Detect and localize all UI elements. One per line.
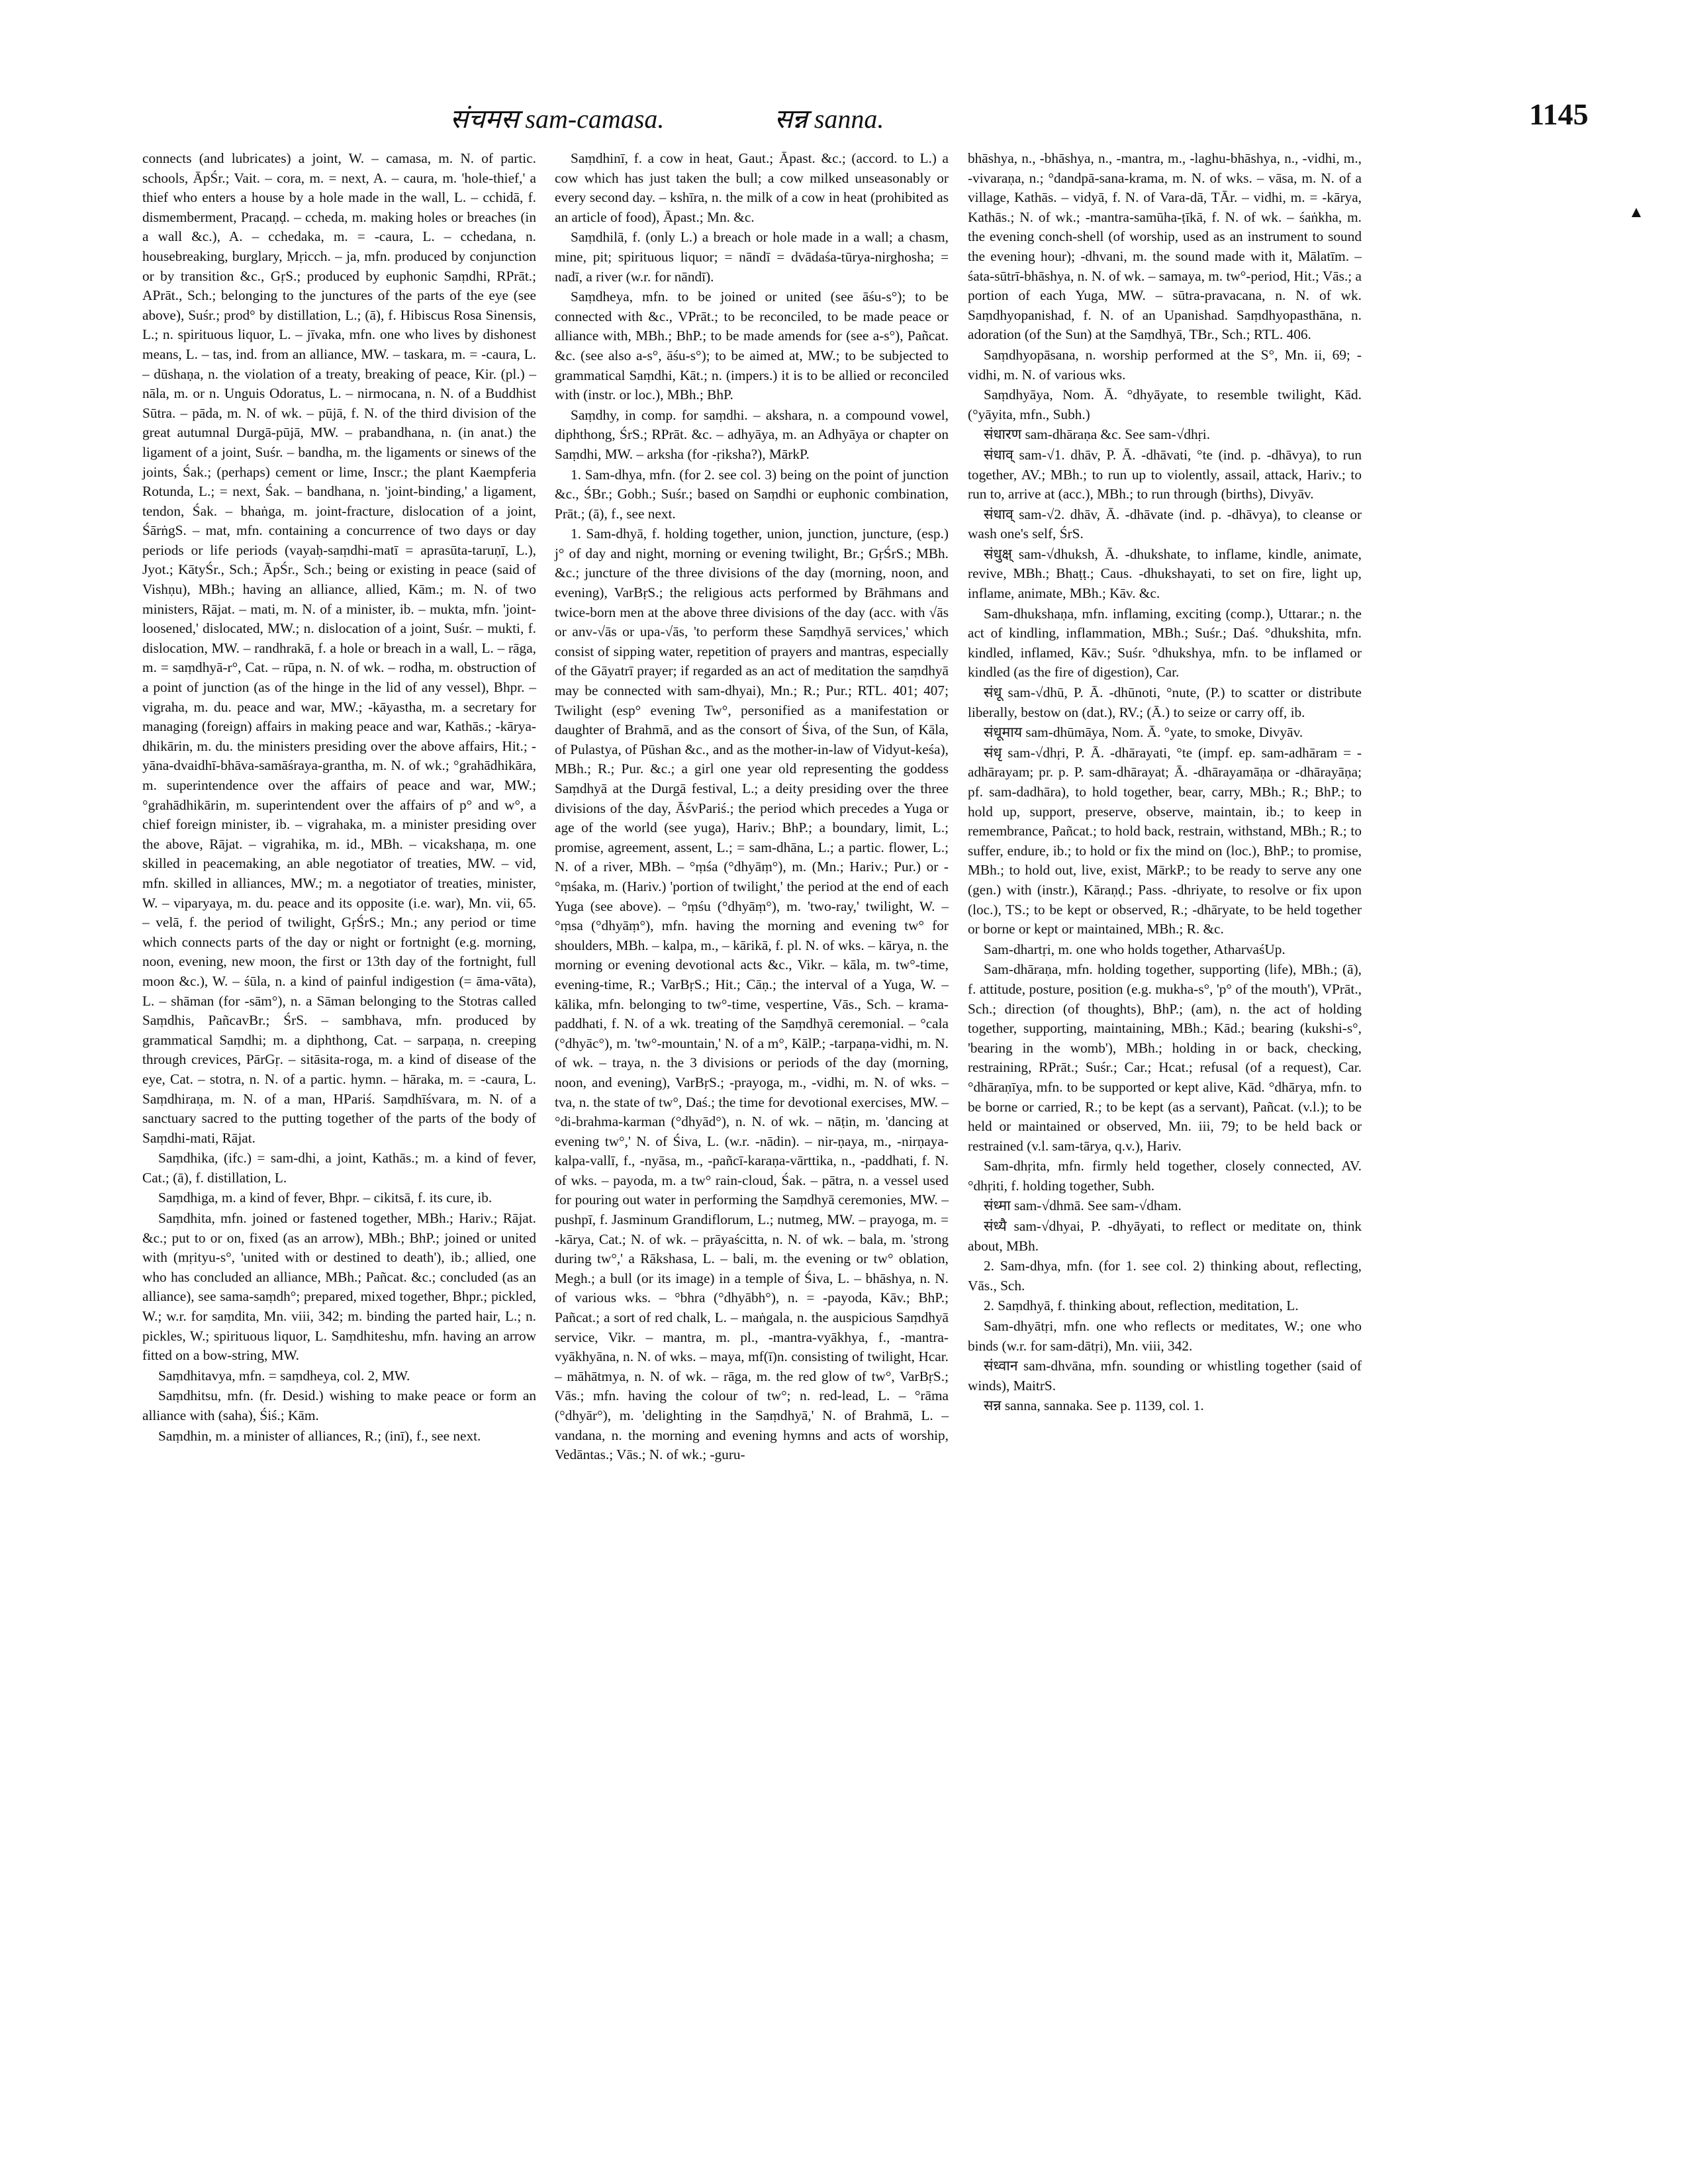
entry: Sam-dhukshaṇa, mfn. inflaming, exciting (comp.), Uttarar.; n. the act of kindling, inflammation, MBh.; Suśr.; Daś. °dhukshita, mfn. kindled, inflamed, Kāv.; Suśr. °dhukshya, mfn. to be inflamed or kindled (as the fire of digestion), Car. [968, 605, 1362, 681]
entry: Saṃdheya, mfn. to be joined or united (see āśu-s°); to be connected with &c., VPrāt.; to be reconciled, to be made peace or alliance with, MBh.; BhP.; to be made amends for (see a-s°), Pañcat. &c. (see also a-s°, āśu-s°); to be aimed at, MW.; to be subjected to grammatical Saṃdhi, Kāt.; n. (impers.) it is to be allied or reconciled with (instr. or loc.), MBh.; BhP. [555, 289, 949, 403]
left-catchword: संचमस sam-camasa. [450, 104, 665, 134]
entry: संध्वान sam-dhvāna, mfn. sounding or whistling together (said of winds), MaitrS. [968, 1358, 1362, 1394]
entry: Saṃdhiga, m. a kind of fever, Bhpr. – cikitsā, f. its cure, ib. [158, 1190, 492, 1206]
running-head [0, 99, 1686, 146]
entry: Sam-dhartṛi, m. one who holds together, AtharvaśUp. [984, 941, 1286, 957]
column-2 [555, 149, 949, 1466]
column-1 [142, 149, 536, 1447]
entry: 1. Sam-dhyā, f. holding together, union, junction, juncture, (esp.) j° of day and night, morning or evening twilight, Br.; GṛŚrS.; MBh. &c.; juncture of the three divisions of the day (morning, noon, and evening), VarBṛS.; the religious acts performed by Brāhmans and twice-born men at the above three divisions of the day (acc. with √ās or anv-√ās or upa-√ās, 'to perform these Saṃdhyā services,' which consist of sipping water, repetition of prayers and mantras, especially of the Gāyatrī prayer; if regarded as an act of meditation the saṃdhyā may be connected with sam-dhyai), Mn.; R.; Pur.; RTL. 401; 407; Twilight (esp° evening Tw°, personified as a manifestation or daughter of Brahmā, and as the consort of Śiva, of the Sun, of Kāla, of Pulastya, of Pūshan &c., and as the mother-in-law of Vidyut-keśa), MBh.; R.; Pur. &c.; a girl one year old representing the goddess Saṃdhyā at the Durgā festival, L.; a deity presiding over the three divisions of the day, ĀśvPariś.; the period which precedes a Yuga or age of the world (see yuga), Hariv.; BhP.; a boundary, limit, L.; promise, agreement, assent, L.; = sam-dhāna, L.; a partic. flower, L.; N. of a river, MBh. – °ṃśa (°dhyāṃ°), m. (Mn.; Hariv.; Pur.) or -°ṃśaka, m. (Hariv.) 'portion of twilight,' the period at the end of each Yuga (see above). – °ṃśu (°dhyāṃ°), m. 'two-ray,' twilight, W. – °ṃsa (°dhyāṃ°), mfn. having the morning and evening tw° for shoulders, MBh. – kalpa, m., – kārikā, f. pl. N. of wks. – kārya, n. the morning or evening devotional acts &c., Vikr. – kāla, m. tw°-time, evening-time, R.; VarBṛS.; Hit.; Cāṇ.; the interval of a Yuga, W. – kālika, mfn. belonging to tw°-time, vespertine, Vās., Sch. – krama-paddhati, f. N. of a wk. treating of the Saṃdhyā ceremonial. – °cala (°dhyāc°), m. 'tw°-mountain,' N. of a m°, KālP.; -tarpaṇa-vidhi, m. N. of wk. – traya, n. the 3 divisions or periods of the day (morning, noon, and evening), VarBṛS.; -prayoga, m., -vidhi, m. N. of wks. – tva, n. the state of tw°, Daś.; the time for devotional exercises, MW. – °di-brahma-karman (°dhyād°), n. N. of wk. – nāṭin, m. 'dancing at evening tw°,' N. of Śiva, L. (w.r. -nādin). – nir-ṇaya, m., -nirṇaya-kalpa-vallī, f., -nyāsa, m., -pañcī-karaṇa-vārttika, n., -paddhati, f. N. of wks. – payoda, m. a tw° rain-cloud, Śak. – pātra, n. a vessel used for pouring out water in performing the Saṃdhyā ceremonies, MW. – pushpī, f. Jasminum Grandiflorum, L.; nutmeg, MW. – prayoga, m. = -kārya, Cat.; N. of wk. – prāyaścitta, n. N. of wk. – bala, m. 'strong during tw°,' a Rākshasa, L. – bali, m. the evening or tw° oblation, Megh.; a bull (or its image) in a temple of Śiva, L. – bhāshya, n. N. of various wks. – °bhra (°dhyābh°), n. = -payoda, Kāv.; BhP.; Pañcat.; a sort of red chalk, L. – maṅgala, n. the auspicious Saṃdhyā service, Vikr. – mantra, m. pl., -mantra-vyākhya, f., -mantra-vyākhyāna, n. N. of wks. – maya, mf(ī)n. consisting of twilight, Hcar. – māhātmya, n. N. of wk. – rāga, m. the red glow of tw°, VarBṛS.; Vās.; mfn. having the colour of tw°; n. red-lead, L. – °rāma (°dhyār°), m. 'delighting in the Saṃdhyā,' N. of Brahmā, L. – vandana, n. the morning and evening hymns and acts of worship, Vedāntas.; Vās.; N. of wk.; -guru- [555, 526, 949, 1463]
entry: 2. Saṃdhyā, f. thinking about, reflection, meditation, L. [984, 1298, 1299, 1314]
column-3 [968, 149, 1362, 1417]
entry: संधाव् sam-√2. dhāv, Ā. -dhāvate (ind. p. -dhāvya), to cleanse or wash one's self, ŚrS. [968, 506, 1362, 542]
entry: Saṃdhika, (ifc.) = sam-dhi, a joint, Kathās.; m. a kind of fever, Cat.; (ā), f. distillation, L. [142, 1150, 536, 1186]
entry: संधारण sam-dhāraṇa &c. See sam-√dhṛi. [984, 426, 1211, 443]
entry: Saṃdhilā, f. (only L.) a breach or hole made in a wall; a chasm, mine, pit; spirituous liquor; = nāndī = dvādaśa-tūrya-nirghosha; = nadī, a river (w.r. for nāndī). [555, 229, 949, 285]
entry: Sam-dhyātṛi, mfn. one who reflects or meditates, W.; one who binds (w.r. for sam-dātṛi), Mn. viii, 342. [968, 1318, 1362, 1354]
entry: Saṃdhitavya, mfn. = saṃdheya, col. 2, MW. [158, 1367, 410, 1384]
entry: 2. Sam-dhya, mfn. (for 1. see col. 2) thinking about, reflecting, Vās., Sch. [968, 1258, 1362, 1294]
entry: Sam-dhāraṇa, mfn. holding together, supporting (life), MBh.; (ā), f. attitude, posture, position (e.g. mukha-s°, 'p° of the mouth'), VPrāt., Sch.; direction (of thoughts), BhP.; (am), n. the act of holding together, supporting, maintaining, MBh.; Kād.; bearing (kukshi-s°, 'bearing in the womb'), MBh.; holding in or back, checking, restraining, RPrāt.; Suśr.; Car.; Hcat.; refusal (of a request), Car. °dhāraṇīya, mfn. to be supported or kept alive, Kād. °dhārya, mfn. to be borne or carried, R.; to be kept (as a servant), Pañcat. (v.l.); to be held or maintained or observed, Mn. iii, 79; to be held back or restrained (v.l. sam-tārya, q.v.), Hariv. [968, 961, 1362, 1154]
entry: संधाव् sam-√1. dhāv, P. Ā. -dhāvati, °te (ind. p. -dhāvya), to run together, AV.; MBh.; to run up to violently, assail, attack, Hariv.; to run to, arrive at (acc.), MBh.; to run through (births), Divyāv. [968, 446, 1362, 502]
entry: Saṃdhin, m. a minister of alliances, R.; (inī), f., see next. [158, 1427, 481, 1444]
entry: संधुक्ष् sam-√dhuksh, Ā. -dhukshate, to inflame, kindle, animate, revive, MBh.; Bhaṭṭ.; Caus. -dhukshayati, to set on fire, light up, inflame, animate, MBh.; Kāv. &c. [968, 546, 1362, 602]
entry: संध्यै sam-√dhyai, P. -dhyāyati, to reflect or meditate on, think about, MBh. [968, 1218, 1362, 1254]
margin-mark: ▲ [1628, 204, 1644, 221]
entry: Saṃdhitsu, mfn. (fr. Desid.) wishing to make peace or form an alliance with (saha), Śiś.; Kām. [142, 1388, 536, 1423]
entry: Saṃdhinī, f. a cow in heat, Gaut.; Āpast. &c.; (accord. to L.) a cow which has just taken the bull; a cow milked unseasonably or every second day. – kshīra, n. the milk of a cow in heat (prohibited as an article of food), Āpast.; Mn. &c. [555, 150, 949, 225]
entry: सन्न sanna, sannaka. See p. 1139, col. 1. [984, 1398, 1204, 1414]
entry: Saṃdhyāya, Nom. Ā. °dhyāyate, to resemble twilight, Kād. (°yāyita, mfn., Subh.) [968, 387, 1362, 422]
entry: संध्मा sam-√dhmā. See sam-√dham. [984, 1198, 1182, 1214]
entry: bhāshya, n., -bhāshya, n., -mantra, m., -laghu-bhāshya, n., -vidhi, m., -vivaraṇa, n.; °dandpā-sana-krama, m. N. of wks. – vāsa, m. N. of a village, Kathās. – vidyā, f. N. of Vara-dā, TĀr. – vidhi, m. = -kārya, Kathās.; N. of wk.; -mantra-samūha-ṭīkā, f. N. of wk. – śaṅkha, m. the evening conch-shell (of worship, used as an instrument to sound the evening hour); -dhvani, m. the sound made with it, Mālatīm. – śata-sūtrī-bhāshya, n. N. of wk. – samaya, m. tw°-period, Hit.; Vās.; a portion of each Yuga, MW. – sūtra-pravacana, n. N. of wk. Saṃdhyopanishad, f. N. of an Upanishad. Saṃdhyopasthāna, n. adoration (of the Sun) at the Saṃdhyā, TBr., Sch.; RTL. 406. [968, 150, 1362, 343]
entry: संधूमाय sam-dhūmāya, Nom. Ā. °yate, to smoke, Divyāv. [984, 724, 1303, 741]
entry: संधृ sam-√dhṛi, P. Ā. -dhārayati, °te (impf. ep. sam-adhāram = -adhārayam; pr. p. P. sam-dhārayat; Ā. -dhārayamāṇa or -dhārayāṇa; pf. sam-dadhāra), to hold together, bear, carry, MBh.; R.; BhP.; to hold up, support, preserve, observe, maintain, ib.; to keep in remembrance, Pañcat.; to hold back, restrain, withstand, MBh.; R.; to suffer, endure, ib.; to hold or fix the mind on (loc.), BhP.; to promise, MBh.; to hold out, live, exist, MārkP.; to be ready to serve any one (gen.) with (instr.), Kāraṇḍ.; Pass. -dhriyate, to resolve or fix upon (loc.), TS.; to be kept or observed, R.; -dhāryate, to be held together or borne or kept or maintained, MBh.; R. &c. [968, 744, 1362, 937]
entry: संधू sam-√dhū, P. Ā. -dhūnoti, °nute, (P.) to scatter or distribute liberally, bestow on (dat.), RV.; (Ā.) to seize or carry off, ib. [968, 685, 1362, 720]
right-catchword: सन्न sanna. [774, 104, 884, 134]
entry: connects (and lubricates) a joint, W. – camasa, m. N. of partic. schools, ĀpŚr.; Vait. – cora, m. = next, A. – caura, m. 'hole-thief,' a thief who enters a house by a hole made in the wall, L. – cchidā, f. dismemberment, Pracaṇḍ. – ccheda, m. making holes or breaches (in a wall &c.), A. – cchedaka, m. = -caura, L. – cchedana, n. housebreaking, burglary, Mṛicch. – ja, mfn. produced by conjunction or by transition &c., GṛS.; produced by euphonic Saṃdhi, RPrāt.; APrāt., Sch.; belonging to the junctures of the parts of the eye (see above), Suśr.; prod° by distillation, L.; (ā), f. Hibiscus Rosa Sinensis, L.; n. spirituous liquor, L. – jīvaka, mfn. one who lives by dishonest means, L. – tas, ind. from an alliance, MW. – taskara, m. = -caura, L. – dūshaṇa, n. the violation of a treaty, breaking of peace, Kir. (pl.) – nāla, m. or n. Unguis Odoratus, L. – nirmocana, n. N. of a Buddhist Sūtra. – pāda, m. N. of wk. – pūjā, f. N. of the third division of the great autumnal Durgā-pūjā, MW. – prabandhana, n. (in anat.) the ligament of a joint, Suśr. – bandha, m. the ligaments or sinews of the joints, Śak.; (perhaps) cement or lime, Inscr.; the plant Kaempferia Rotunda, L.; = next, Śak. – bandhana, n. 'joint-binding,' a ligament, tendon, Śak. – bhaṅga, m. joint-fracture, dislocation of a joint, ŚārṅgS. – mat, mfn. containing a concurrence of two days or day periods or life periods (vayaḥ-saṃdhi-matī = aprasūta-taruṇī, L.), Jyot.; KātyŚr., Sch.; ĀpŚr., Sch.; being or existing in peace (said of Vishṇu), MBh.; having an alliance, allied, Kām.; m. N. of two ministers, Rājat. – mati, m. N. of a minister, ib. – mukta, mfn. 'joint-loosened,' dislocated, MW.; n. dislocation of a joint, Suśr. – mukti, f. dislocation, MW. – randhrakā, f. a hole or breach in a wall, L. – rāga, m. = saṃdhyā-r°, Cat. – rūpa, n. N. of wk. – rodha, m. obstruction of a point of junction (as of the hinge in the lid of any vessel), Bhpr. – vigraha, m. du. peace and war, MW.; -kāyastha, m. a secretary for managing (foreign) affairs in making peace and war, Kathās.; -kārya-dhikārin, m. du. the ministers presiding over the above affairs, Hit.; -yāna-dvaidhī-bhāva-samāśraya-grantha, m. N. of wk.; °grahādhikāra, m. superintendence over the affairs of peace and war, MW.; °grahādhikārin, m. superintendent over the affairs of p° and w°, a chief foreign minister, ib. – vigrahaka, m. a minister presiding over the above, Rājat. – vigrahika, m. id., MBh. – vicakshaṇa, m. one skilled in peacemaking, an able negotiator of treaties, MW. – vid, mfn. skilled in alliances, MW.; m. a negotiator of treaties, minister, W. – viparyaya, m. du. peace and its opposite (i.e. war), Mn. vii, 65. – velā, f. the period of twilight, GṛŚrS.; Mn.; any period or time which connects parts of the day or night or fortnight (e.g. morning, noon, evening, new moon, the first or 13th day of the fortnight, full moon &c.), W. – śūla, n. a kind of painful indigestion (= āma-vāta), L. – shāman (for -sām°), n. a Sāman belonging to the Stotras called Saṃdhis, PañcavBr.; ŚrS. – sambhava, mfn. produced by grammatical Saṃdhi; m. a diphthong, Cat. – sarpaṇa, n. creeping through crevices, PārGṛ. – sitāsita-roga, m. a kind of disease of the eye, Cat. – stotra, n. N. of a partic. hymn. – hāraka, m. = -caura, L. Saṃdhiraṇa, m. N. of a man, HPariś. Saṃdhīśvara, m. N. of a sanctuary sacred to the putting together of the parts of the body of Saṃdhi-mati, Rājat. [142, 150, 536, 1146]
entry: Sam-dhṛita, mfn. firmly held together, closely connected, AV. °dhṛiti, f. holding together, Subh. [968, 1158, 1362, 1194]
entry: Saṃdhy, in comp. for saṃdhi. – akshara, n. a compound vowel, diphthong, ŚrS.; RPrāt. &c. – adhyāya, m. an Adhyāya or chapter on Saṃdhi, MW. – arksha (for -ṛiksha?), MārkP. [555, 406, 949, 462]
page-number: 1145 [1529, 97, 1589, 131]
entry: Saṃdhyopāsana, n. worship performed at the S°, Mn. ii, 69; -vidhi, m. N. of various wks. [968, 346, 1362, 383]
entry: Saṃdhita, mfn. joined or fastened together, MBh.; Hariv.; Rājat. &c.; put to or on, fixed (as an arrow), MBh.; BhP.; joined or united with (mṛityu-s°, 'united with or destined to death'), ib.; allied, one who has concluded an alliance, MBh.; Pañcat. &c.; concluded (as an alliance), see sama-saṃdh°; prepared, mixed together, Bhpr.; pickled, W.; w.r. for saṃdita, Mn. viii, 342; m. binding the parted hair, L.; n. pickles, W.; spirituous liquor, L. Saṃdhiteshu, mfn. having an arrow fitted on a bow-string, MW. [142, 1210, 536, 1364]
entry: 1. Sam-dhya, mfn. (for 2. see col. 3) being on the point of junction &c., ŚBr.; Gobh.; Suśr.; based on Saṃdhi or euphonic combination, Prāt.; (ā), f., see next. [555, 466, 949, 522]
